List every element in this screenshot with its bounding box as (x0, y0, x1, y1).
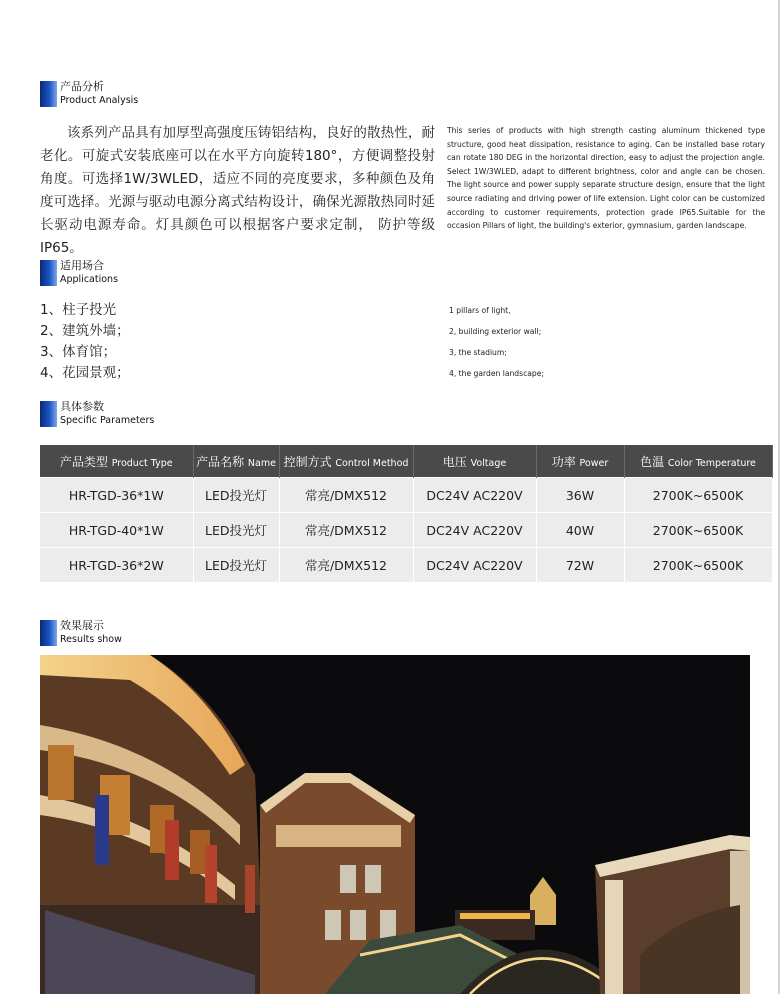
table-row (40, 478, 772, 513)
table-cell: LED投光灯 (193, 513, 279, 548)
table-cell: DC24V AC220V (413, 513, 536, 548)
section-title-en: Product Analysis (60, 95, 139, 106)
section-marker-icon (40, 620, 57, 646)
section-marker-icon (40, 401, 57, 427)
list-item: 4, the garden landscape; (449, 369, 544, 378)
analysis-text-zh: 该系列产品具有加厚型高强度压铸铝结构，良好的散热性，耐老化。可旋式安装底座可以在水平方向旋转180°，方便调整投射角度。可选择1W/3WLED，适应不同的亮度要求，多种颜色及角度可选择。光源与驱动电源分离式结构设计，确保光源散热同时延长驱动电源寿命。灯具颜色可以根据客户要求定制， 防护等级IP65。 (40, 125, 435, 256)
header-voltage: 电压 Voltage (413, 445, 536, 478)
header-color-temperature: 色温 Color Temperature (624, 445, 772, 478)
analysis-text-en: This series of products with high strength casting aluminum thickened type structure, good heat dissipation, resistance to aging. Can be installed base rotary can rotate 180 DEG in the horizontal direction, easy to adjust the projection angle. Select 1W/3WLED, adapt to different brightness, color and angle can be chosen. The light source and power supply separate structure design, ensure that the light source radiating and driving power of life extension. Light color can be customized according to customer requirements, protection grade IP65.Suitable for the occasion Pillars of light, the building's exterior, gymnasium, garden landscape. (447, 126, 765, 231)
table-header-row (40, 445, 772, 478)
header-product-type: 产品类型 Product Type (40, 445, 193, 478)
table-cell: HR-TGD-36*1W (40, 478, 193, 513)
table-row (40, 513, 772, 548)
section-marker-icon (40, 81, 57, 107)
page-edge-rule (778, 0, 780, 994)
applications-list-zh (40, 300, 300, 384)
list-item: 1 pillars of light, (449, 306, 511, 315)
header-power: 功率 Power (536, 445, 624, 478)
table-cell: DC24V AC220V (413, 548, 536, 583)
section-title-en: Applications (60, 274, 119, 285)
list-item: 1、柱子投光 (40, 302, 117, 318)
table-cell: 36W (536, 478, 624, 513)
table-cell: HR-TGD-40*1W (40, 513, 193, 548)
section-title-zh: 具体参数 (60, 400, 104, 413)
table-cell: 2700K~6500K (624, 513, 772, 548)
table-cell: 40W (536, 513, 624, 548)
list-item: 3, the stadium; (449, 348, 507, 357)
section-title-zh: 效果展示 (60, 619, 104, 632)
section-title-en: Results show (60, 634, 122, 645)
list-item: 2, building exterior wall; (449, 327, 542, 336)
table-cell: LED投光灯 (193, 548, 279, 583)
list-item: 4、花园景观； (40, 365, 130, 381)
table-cell: 常亮/DMX512 (279, 513, 413, 548)
table-cell: 常亮/DMX512 (279, 548, 413, 583)
table-cell: LED投光灯 (193, 478, 279, 513)
table-cell: HR-TGD-36*2W (40, 548, 193, 583)
section-title-en: Specific Parameters (60, 415, 155, 426)
table-cell: DC24V AC220V (413, 478, 536, 513)
table-cell: 2700K~6500K (624, 548, 772, 583)
list-item: 2、建筑外墙； (40, 323, 130, 339)
section-marker-icon (40, 260, 57, 286)
parameters-table (40, 445, 773, 582)
table-cell: 72W (536, 548, 624, 583)
table-row (40, 548, 772, 583)
table-cell: 常亮/DMX512 (279, 478, 413, 513)
list-item: 3、体育馆； (40, 344, 117, 360)
table-cell: 2700K~6500K (624, 478, 772, 513)
applications-list-en (449, 300, 749, 384)
section-title-zh: 产品分析 (60, 80, 104, 93)
header-control-method: 控制方式 Control Method (279, 445, 413, 478)
results-photo (40, 655, 750, 994)
header-name: 产品名称 Name (193, 445, 279, 478)
section-title-zh: 适用场合 (60, 259, 104, 272)
